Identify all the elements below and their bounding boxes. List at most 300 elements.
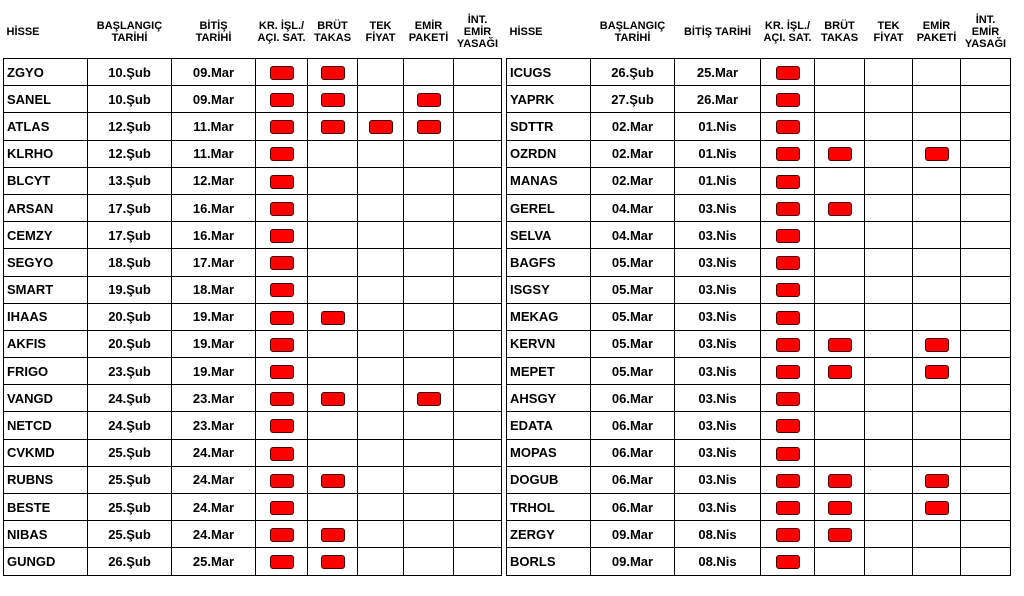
start-date: 27.Şub	[591, 86, 675, 113]
stock-code: DOGUB	[507, 466, 591, 493]
kredili-islem-flag	[270, 392, 294, 406]
stock-code: AHSGY	[507, 385, 591, 412]
table-row	[507, 86, 1011, 113]
kredili-islem-flag	[776, 338, 800, 352]
flag-cell	[815, 222, 865, 249]
kredili-islem-flag	[270, 120, 294, 134]
table-row	[4, 140, 502, 167]
col-header-hisse: HİSSE	[509, 26, 543, 38]
kredili-islem-flag	[776, 501, 800, 515]
flag-cell	[913, 521, 961, 548]
flag-cell	[865, 521, 913, 548]
table-row	[4, 113, 502, 140]
table-row	[507, 466, 1011, 493]
brut-takas-flag	[321, 555, 345, 569]
kredili-islem-flag	[270, 256, 294, 270]
flag-cell	[865, 303, 913, 330]
stock-code: VANGD	[4, 385, 88, 412]
stock-code: ATLAS	[4, 113, 88, 140]
start-date: 10.Şub	[88, 86, 172, 113]
table-row	[507, 494, 1011, 521]
end-date: 08.Nis	[675, 521, 761, 548]
flag-cell	[308, 548, 358, 575]
flag-cell	[913, 466, 961, 493]
start-date: 06.Mar	[591, 494, 675, 521]
stock-code: GUNGD	[4, 548, 88, 575]
table-row	[4, 303, 502, 330]
stock-code: SDTTR	[507, 113, 591, 140]
flag-cell	[404, 494, 454, 521]
table-row	[507, 439, 1011, 466]
flag-cell	[761, 330, 815, 357]
flag-cell	[815, 194, 865, 221]
flag-cell	[815, 86, 865, 113]
flag-cell	[308, 439, 358, 466]
table-row	[507, 330, 1011, 357]
flag-cell	[913, 412, 961, 439]
start-date: 24.Şub	[88, 385, 172, 412]
start-date: 17.Şub	[88, 222, 172, 249]
flag-cell	[761, 249, 815, 276]
flag-cell	[761, 194, 815, 221]
flag-cell	[815, 167, 865, 194]
flag-cell	[761, 494, 815, 521]
stock-code: BORLS	[507, 548, 591, 575]
table-row	[507, 548, 1011, 575]
flag-cell	[404, 276, 454, 303]
flag-cell	[961, 494, 1011, 521]
flag-cell	[256, 548, 308, 575]
table-row	[507, 358, 1011, 385]
start-date: 12.Şub	[88, 113, 172, 140]
brut-takas-flag	[828, 365, 852, 379]
flag-cell	[404, 249, 454, 276]
flag-cell	[308, 86, 358, 113]
flag-cell	[961, 330, 1011, 357]
end-date: 18.Mar	[172, 276, 256, 303]
end-date: 24.Mar	[172, 521, 256, 548]
header-row	[507, 6, 1011, 59]
table-row	[507, 194, 1011, 221]
kredili-islem-flag	[270, 283, 294, 297]
flag-cell	[308, 412, 358, 439]
flag-cell	[308, 167, 358, 194]
flag-cell	[454, 303, 502, 330]
start-date: 06.Mar	[591, 412, 675, 439]
start-date: 25.Şub	[88, 494, 172, 521]
start-date: 26.Şub	[591, 59, 675, 86]
table-row	[507, 303, 1011, 330]
flag-cell	[865, 86, 913, 113]
brut-takas-flag	[828, 474, 852, 488]
emir-paketi-flag	[925, 365, 949, 379]
kredili-islem-flag	[776, 202, 800, 216]
flag-cell	[454, 548, 502, 575]
start-date: 19.Şub	[88, 276, 172, 303]
flag-cell	[454, 140, 502, 167]
flag-cell	[404, 412, 454, 439]
end-date: 11.Mar	[172, 113, 256, 140]
flag-cell	[865, 222, 913, 249]
flag-cell	[961, 548, 1011, 575]
flag-cell	[961, 358, 1011, 385]
flag-cell	[761, 303, 815, 330]
flag-cell	[256, 249, 308, 276]
flag-cell	[256, 222, 308, 249]
kredili-islem-flag	[270, 93, 294, 107]
flag-cell	[865, 412, 913, 439]
flag-cell	[256, 358, 308, 385]
end-date: 19.Mar	[172, 358, 256, 385]
flag-cell	[404, 358, 454, 385]
flag-cell	[815, 521, 865, 548]
kredili-islem-flag	[776, 229, 800, 243]
flag-cell	[358, 358, 404, 385]
kredili-islem-flag	[776, 447, 800, 461]
flag-cell	[761, 167, 815, 194]
flag-cell	[815, 466, 865, 493]
flag-cell	[913, 385, 961, 412]
end-date: 03.Nis	[675, 222, 761, 249]
kredili-islem-flag	[270, 474, 294, 488]
table-row	[4, 167, 502, 194]
stock-code: SELVA	[507, 222, 591, 249]
kredili-islem-flag	[776, 392, 800, 406]
flag-cell	[256, 113, 308, 140]
flag-cell	[961, 59, 1011, 86]
stock-code: AKFIS	[4, 330, 88, 357]
stock-code: CVKMD	[4, 439, 88, 466]
col-header-bitis: BİTİŞ TARİHİ	[683, 26, 751, 38]
flag-cell	[358, 439, 404, 466]
flag-cell	[256, 494, 308, 521]
flag-cell	[454, 222, 502, 249]
brut-takas-flag	[321, 392, 345, 406]
stock-code: ZGYO	[4, 59, 88, 86]
stock-code: FRIGO	[4, 358, 88, 385]
flag-cell	[454, 86, 502, 113]
flag-cell	[358, 330, 404, 357]
table-row	[4, 385, 502, 412]
flag-cell	[256, 521, 308, 548]
flag-cell	[404, 385, 454, 412]
flag-cell	[761, 412, 815, 439]
table-body	[4, 59, 502, 576]
flag-cell	[815, 59, 865, 86]
stock-code: SANEL	[4, 86, 88, 113]
flag-cell	[761, 86, 815, 113]
table-row	[4, 86, 502, 113]
brut-takas-flag	[321, 474, 345, 488]
flag-cell	[865, 59, 913, 86]
start-date: 20.Şub	[88, 330, 172, 357]
flag-cell	[404, 113, 454, 140]
start-date: 06.Mar	[591, 466, 675, 493]
flag-cell	[913, 113, 961, 140]
kredili-islem-flag	[776, 256, 800, 270]
flag-cell	[815, 249, 865, 276]
end-date: 24.Mar	[172, 494, 256, 521]
flag-cell	[308, 194, 358, 221]
end-date: 03.Nis	[675, 303, 761, 330]
flag-cell	[256, 330, 308, 357]
flag-cell	[454, 276, 502, 303]
end-date: 03.Nis	[675, 249, 761, 276]
flag-cell	[761, 358, 815, 385]
flag-cell	[256, 86, 308, 113]
flag-cell	[961, 86, 1011, 113]
flag-cell	[358, 113, 404, 140]
flag-cell	[815, 113, 865, 140]
flag-cell	[358, 521, 404, 548]
kredili-islem-flag	[776, 555, 800, 569]
end-date: 11.Mar	[172, 140, 256, 167]
flag-cell	[761, 222, 815, 249]
kredili-islem-flag	[270, 365, 294, 379]
flag-cell	[865, 494, 913, 521]
stock-code: SEGYO	[4, 249, 88, 276]
start-date: 20.Şub	[88, 303, 172, 330]
stock-code: SMART	[4, 276, 88, 303]
flag-cell	[913, 194, 961, 221]
restriction-table-right	[506, 6, 1011, 576]
flag-cell	[913, 249, 961, 276]
flag-cell	[913, 358, 961, 385]
flag-cell	[308, 466, 358, 493]
flag-cell	[761, 385, 815, 412]
start-date: 02.Mar	[591, 113, 675, 140]
kredili-islem-flag	[270, 175, 294, 189]
flag-cell	[454, 521, 502, 548]
flag-cell	[308, 140, 358, 167]
flag-cell	[404, 194, 454, 221]
flag-cell	[961, 439, 1011, 466]
flag-cell	[761, 113, 815, 140]
flag-cell	[961, 194, 1011, 221]
end-date: 01.Nis	[675, 140, 761, 167]
flag-cell	[358, 385, 404, 412]
end-date: 03.Nis	[675, 412, 761, 439]
end-date: 03.Nis	[675, 466, 761, 493]
stock-code: RUBNS	[4, 466, 88, 493]
flag-cell	[961, 303, 1011, 330]
flag-cell	[454, 59, 502, 86]
flag-cell	[961, 466, 1011, 493]
end-date: 03.Nis	[675, 276, 761, 303]
flag-cell	[358, 249, 404, 276]
flag-cell	[961, 222, 1011, 249]
flag-cell	[913, 59, 961, 86]
kredili-islem-flag	[776, 528, 800, 542]
col-header-kredili-islem: KR. İŞL./ AÇI. SAT.	[763, 20, 812, 44]
flag-cell	[961, 249, 1011, 276]
restriction-table-left	[3, 6, 502, 576]
col-header-int-emir-yasagi: İNT. EMİR YASAĞI	[456, 14, 499, 50]
start-date: 06.Mar	[591, 385, 675, 412]
table-row	[4, 439, 502, 466]
flag-cell	[404, 222, 454, 249]
brut-takas-flag	[828, 147, 852, 161]
stock-code: KERVN	[507, 330, 591, 357]
end-date: 26.Mar	[675, 86, 761, 113]
flag-cell	[358, 412, 404, 439]
flag-cell	[913, 140, 961, 167]
kredili-islem-flag	[776, 311, 800, 325]
brut-takas-flag	[828, 338, 852, 352]
flag-cell	[815, 140, 865, 167]
flag-cell	[308, 59, 358, 86]
flag-cell	[454, 113, 502, 140]
flag-cell	[961, 385, 1011, 412]
flag-cell	[404, 167, 454, 194]
flag-cell	[308, 385, 358, 412]
end-date: 25.Mar	[675, 59, 761, 86]
flag-cell	[358, 303, 404, 330]
flag-cell	[358, 548, 404, 575]
brut-takas-flag	[828, 501, 852, 515]
end-date: 24.Mar	[172, 439, 256, 466]
brut-takas-flag	[321, 93, 345, 107]
start-date: 05.Mar	[591, 358, 675, 385]
end-date: 03.Nis	[675, 385, 761, 412]
flag-cell	[256, 194, 308, 221]
table-row	[4, 194, 502, 221]
flag-cell	[358, 167, 404, 194]
stock-code: CEMZY	[4, 222, 88, 249]
flag-cell	[865, 276, 913, 303]
start-date: 13.Şub	[88, 167, 172, 194]
header-row	[4, 6, 502, 59]
flag-cell	[256, 412, 308, 439]
kredili-islem-flag	[776, 66, 800, 80]
flag-cell	[404, 330, 454, 357]
col-header-emir-paketi: EMİR PAKETİ	[408, 20, 449, 44]
flag-cell	[358, 194, 404, 221]
stock-code: TRHOL	[507, 494, 591, 521]
kredili-islem-flag	[776, 93, 800, 107]
flag-cell	[308, 276, 358, 303]
stock-code: BAGFS	[507, 249, 591, 276]
table-row	[4, 466, 502, 493]
flag-cell	[358, 140, 404, 167]
table-row	[507, 140, 1011, 167]
flag-cell	[815, 412, 865, 439]
start-date: 12.Şub	[88, 140, 172, 167]
end-date: 24.Mar	[172, 466, 256, 493]
start-date: 04.Mar	[591, 222, 675, 249]
table-row	[4, 222, 502, 249]
kredili-islem-flag	[270, 419, 294, 433]
stock-code: MANAS	[507, 167, 591, 194]
flag-cell	[961, 412, 1011, 439]
flag-cell	[454, 466, 502, 493]
flag-cell	[913, 548, 961, 575]
flag-cell	[308, 249, 358, 276]
col-header-int-emir-yasagi: İNT. EMİR YASAĞI	[964, 14, 1007, 50]
kredili-islem-flag	[270, 528, 294, 542]
start-date: 05.Mar	[591, 249, 675, 276]
end-date: 16.Mar	[172, 194, 256, 221]
flag-cell	[961, 276, 1011, 303]
end-date: 23.Mar	[172, 412, 256, 439]
table-row	[507, 276, 1011, 303]
flag-cell	[761, 140, 815, 167]
flag-cell	[865, 548, 913, 575]
col-header-brut-takas: BRÜT TAKAS	[313, 20, 352, 44]
flag-cell	[308, 113, 358, 140]
kredili-islem-flag	[270, 338, 294, 352]
col-header-baslangic: BAŞLANGIÇ TARİHİ	[599, 20, 666, 44]
flag-cell	[865, 439, 913, 466]
flag-cell	[308, 521, 358, 548]
flag-cell	[865, 140, 913, 167]
start-date: 25.Şub	[88, 439, 172, 466]
table-row	[4, 330, 502, 357]
flag-cell	[404, 439, 454, 466]
flag-cell	[761, 521, 815, 548]
kredili-islem-flag	[270, 501, 294, 515]
brut-takas-flag	[828, 528, 852, 542]
table-row	[507, 222, 1011, 249]
flag-cell	[454, 412, 502, 439]
col-header-tek-fiyat: TEK FİYAT	[873, 20, 904, 44]
flag-cell	[308, 303, 358, 330]
stock-code: KLRHO	[4, 140, 88, 167]
flag-cell	[404, 59, 454, 86]
flag-cell	[761, 276, 815, 303]
start-date: 17.Şub	[88, 194, 172, 221]
flag-cell	[913, 330, 961, 357]
table-row	[4, 358, 502, 385]
flag-cell	[913, 86, 961, 113]
col-header-kredili-islem: KR. İŞL./ AÇI. SAT.	[257, 20, 306, 44]
col-header-hisse: HİSSE	[6, 26, 40, 38]
kredili-islem-flag	[270, 555, 294, 569]
stock-code: GEREL	[507, 194, 591, 221]
stock-code: ARSAN	[4, 194, 88, 221]
end-date: 19.Mar	[172, 330, 256, 357]
flag-cell	[256, 276, 308, 303]
end-date: 03.Nis	[675, 330, 761, 357]
col-header-brut-takas: BRÜT TAKAS	[820, 20, 859, 44]
start-date: 26.Şub	[88, 548, 172, 575]
stock-code: OZRDN	[507, 140, 591, 167]
end-date: 25.Mar	[172, 548, 256, 575]
start-date: 05.Mar	[591, 303, 675, 330]
stock-code: MEPET	[507, 358, 591, 385]
table-row	[507, 385, 1011, 412]
flag-cell	[454, 439, 502, 466]
flag-cell	[865, 330, 913, 357]
end-date: 19.Mar	[172, 303, 256, 330]
brut-takas-flag	[321, 311, 345, 325]
flag-cell	[358, 466, 404, 493]
flag-cell	[815, 494, 865, 521]
table-row	[4, 249, 502, 276]
flag-cell	[256, 59, 308, 86]
end-date: 09.Mar	[172, 86, 256, 113]
col-header-emir-paketi: EMİR PAKETİ	[916, 20, 957, 44]
flag-cell	[961, 167, 1011, 194]
start-date: 05.Mar	[591, 330, 675, 357]
end-date: 03.Nis	[675, 494, 761, 521]
stock-code: NETCD	[4, 412, 88, 439]
flag-cell	[761, 466, 815, 493]
col-header-baslangic: BAŞLANGIÇ TARİHİ	[96, 20, 163, 44]
flag-cell	[256, 140, 308, 167]
brut-takas-flag	[321, 66, 345, 80]
flag-cell	[404, 466, 454, 493]
